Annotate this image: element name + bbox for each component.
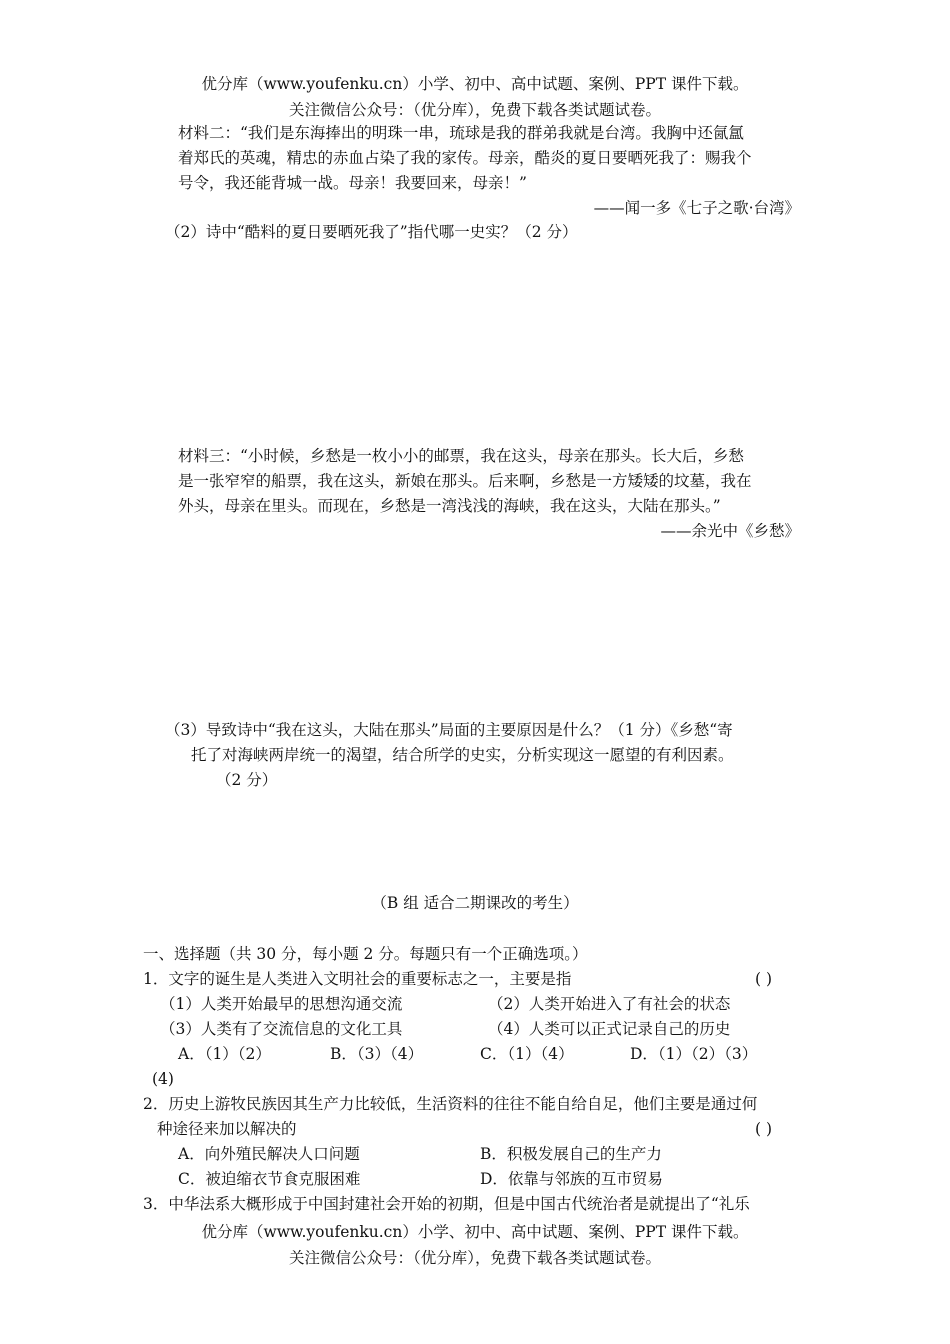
item-1-option-4: （4）人类可以正式记录自己的历史 xyxy=(488,1020,731,1038)
item-2-stem-line-1: 2．历史上游牧民族因其生产力比较低，生活资料的往往不能自给自足，他们主要是通过何 xyxy=(143,1095,758,1113)
item-1-choice-d: D．（1）（2）（3） xyxy=(630,1045,758,1063)
item-2-stem-line-2: 种途径来加以解决的 xyxy=(157,1120,297,1138)
item-1-choice-c: C．（1）（4） xyxy=(480,1045,574,1063)
header-line-1: 优分库（www.youfenku.cn）小学、初中、高中试题、案例、PPT 课件下载。 xyxy=(201,75,749,93)
item-1-option-1: （1）人类开始最早的思想沟通交流 xyxy=(160,995,403,1013)
question-3-line-1: （3）导致诗中“我在这头，大陆在那头”局面的主要原因是什么？（1 分）《乡愁“寄 xyxy=(165,721,733,739)
item-1-option-3: （3）人类有了交流信息的文化工具 xyxy=(160,1020,403,1038)
item-2-option-d: D．依靠与邻族的互市贸易 xyxy=(480,1170,663,1188)
material2-source: ——闻一多《七子之歌·台湾》 xyxy=(593,199,800,217)
material2-line-3: 号令，我还能背城一战。母亲！我要回来，母亲！” xyxy=(178,174,527,192)
item-1-stem: 1．文字的诞生是人类进入文明社会的重要标志之一，主要是指 xyxy=(143,970,572,988)
item-3-stem-line-1: 3．中华法系大概形成于中国封建社会开始的初期，但是中国古代统治者是就提出了“礼乐 xyxy=(143,1195,750,1213)
item-1-choice-b: B．（3）（4） xyxy=(330,1045,424,1063)
footer-line-1: 优分库（www.youfenku.cn）小学、初中、高中试题、案例、PPT 课件下载。 xyxy=(201,1223,749,1241)
material3-line-1: 材料三：“小时候，乡愁是一枚小小的邮票，我在这头，母亲在那头。长大后，乡愁 xyxy=(178,447,744,465)
item-1-choice-a: A．（1）（2） xyxy=(178,1045,271,1063)
item-2-option-b: B．积极发展自己的生产力 xyxy=(480,1145,662,1163)
question-3-line-2: 托了对海峡两岸统一的渴望，结合所学的史实，分析实现这一愿望的有利因素。 xyxy=(191,746,734,764)
material3-line-3: 外头，母亲在里头。而现在，乡愁是一湾浅浅的海峡，我在这头，大陆在那头。” xyxy=(178,497,721,515)
material2-line-1: 材料二：“我们是东海捧出的明珠一串，琉球是我的群弟我就是台湾。我胸中还氤氲 xyxy=(178,124,744,142)
section-1-heading: 一、选择题（共 30 分，每小题 2 分。每题只有一个正确选项。） xyxy=(143,945,588,963)
question-2: （2）诗中“酷料的夏日要晒死我了”指代哪一史实？（2 分） xyxy=(165,223,578,241)
material3-source: ——余光中《乡愁》 xyxy=(660,522,800,540)
item-1-choice-d-wrap: (4) xyxy=(152,1070,174,1088)
item-1-option-2: （2）人类开始进入了有社会的状态 xyxy=(488,995,731,1013)
item-2-answer-bracket: ( ) xyxy=(755,1120,773,1138)
item-2-option-a: A．向外殖民解决人口问题 xyxy=(178,1145,360,1163)
footer-line-2: 关注微信公众号：（优分库），免费下载各类试题试卷。 xyxy=(288,1249,661,1267)
group-b-heading: （B 组 适合二期课改的考生） xyxy=(371,894,579,912)
material3-line-2: 是一张窄窄的船票，我在这头，新娘在那头。后来啊，乡愁是一方矮矮的坟墓，我在 xyxy=(178,472,752,490)
question-3-line-3: （2 分） xyxy=(216,771,278,789)
header-line-2: 关注微信公众号：（优分库），免费下载各类试题试卷。 xyxy=(288,101,661,119)
item-1-answer-bracket: ( ) xyxy=(755,970,773,988)
material2-line-2: 着郑氏的英魂，精忠的赤血占染了我的家传。母亲，酷炎的夏日要晒死我了：赐我个 xyxy=(178,149,752,167)
item-2-option-c: C．被迫缩衣节食克服困难 xyxy=(178,1170,361,1188)
